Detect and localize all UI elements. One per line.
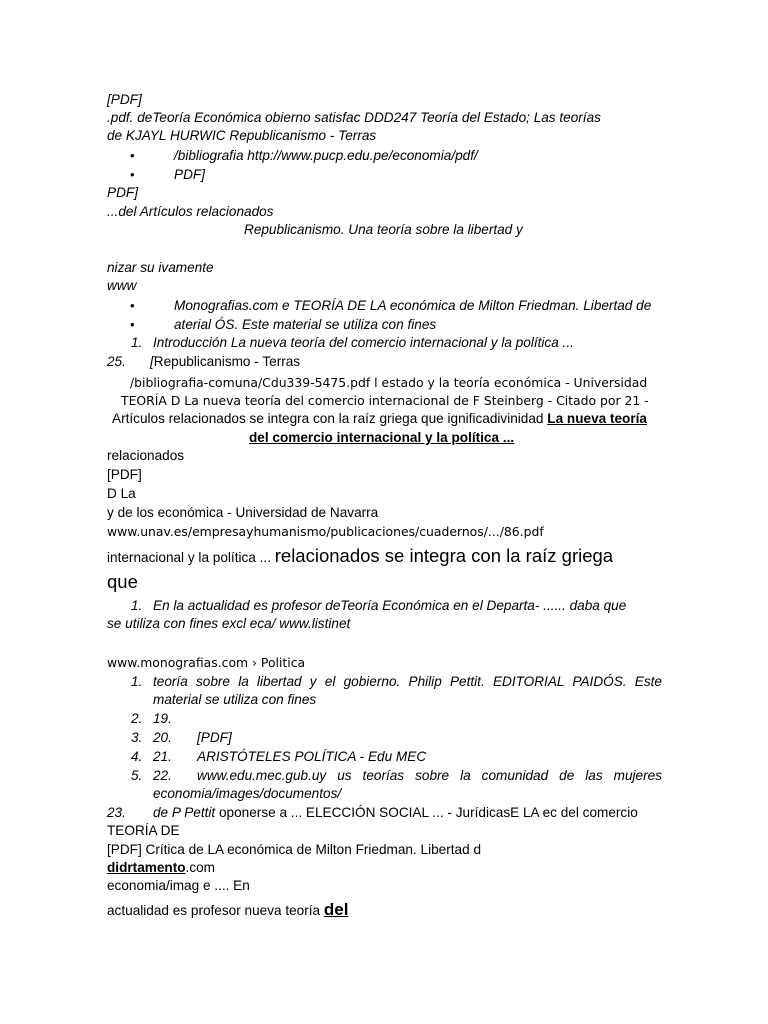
text-line: /bibliografia-comuna/Cdu339-5475.pdf l estado y la teoría económica - Universidad: [130, 375, 648, 390]
bullet-icon: •: [130, 298, 135, 313]
list-item: 19.: [153, 711, 172, 726]
list-number: 23.: [107, 805, 126, 820]
text-line: nizar su ivamente: [107, 260, 214, 275]
list-item: 21.: [153, 749, 172, 764]
text-line: [PDF] Crítica de LA económica de Milton Friedman. Libertad d: [107, 842, 482, 857]
list-item: Monografias.com e TEORÍA DE LA económica de Milton Friedman. Libertad de: [174, 298, 652, 313]
text-line: internacional y la política ... relacionados se integra con la raíz griega: [107, 545, 614, 566]
list-item: material se utiliza con fines: [153, 692, 317, 707]
list-item: de P Pettit oponerse a ... ELECCIÓN SOCIAL ... - JurídicasE LA ec del comercio: [153, 805, 638, 820]
text-line: didrtamento.com: [107, 860, 216, 875]
list-item: ARISTÓTELES POLÍTICA - Edu MEC: [197, 749, 427, 764]
list-number: 1.: [131, 598, 143, 613]
text-line: www.monografias.com › Politica: [107, 655, 306, 670]
text-line: TEORÍA D La nueva teoría del comercio internacional de F Steinberg - Citado por 21 -: [121, 393, 649, 408]
text-line: TEORÍA DE: [107, 823, 180, 838]
bullet-icon: •: [130, 317, 135, 332]
list-number: 3.: [131, 730, 143, 745]
list-number: 5.: [131, 768, 143, 783]
list-item: 20.: [153, 730, 172, 745]
link[interactable]: La nueva teoría: [547, 411, 647, 426]
text-line: actualidad es profesor nueva teoría del: [107, 900, 349, 919]
text-line: Republicanismo. Una teoría sobre la libertad y: [244, 222, 523, 237]
list-number: 4.: [131, 749, 143, 764]
list-item: Introducción La nueva teoría del comercio internacional y la política ...: [153, 335, 574, 350]
text-line: [PDF]: [107, 92, 142, 107]
text-line: y de los económica - Universidad de Navarra: [107, 505, 379, 520]
text-line: www.unav.es/empresayhumanismo/publicaciones/cuadernos/.../86.pdf: [107, 524, 544, 539]
text-line: www: [107, 278, 137, 293]
link[interactable]: del: [323, 900, 349, 919]
list-item: PDF]: [174, 167, 205, 182]
text-line: se utiliza con fines excl eca/ www.listinet: [107, 616, 351, 631]
text-line: Artículos relacionados se integra con la raíz griega que ignificadivinidad La nueva teoría: [112, 411, 647, 426]
bullet-icon: •: [130, 148, 135, 163]
text-line: .pdf. deTeoría Económica obierno satisfac DDD247 Teoría del Estado; Las teorías: [107, 110, 601, 125]
text-line: que: [107, 571, 138, 592]
text-line: D La: [107, 486, 136, 501]
list-item: aterial ÓS. Este material se utiliza con fines: [174, 317, 437, 332]
link[interactable]: didrtamento: [107, 860, 186, 875]
text-line: economia/imag e .... En: [107, 878, 250, 893]
text-line: relacionados: [107, 448, 185, 463]
text-line: de KJAYL HURWIC Republicanismo - Terras: [107, 128, 377, 143]
list-number: 1.: [131, 674, 143, 689]
list-item: economia/images/documentos/: [153, 786, 342, 801]
list-item: En la actualidad es profesor deTeoría Económica en el Departa- ...... daba que: [153, 598, 627, 613]
list-item: www.edu.mec.gub.uy us teorías sobre la comunidad de las mujeres: [197, 768, 662, 783]
list-item: [Republicanismo - Terras: [150, 354, 301, 369]
list-item: [PDF]: [197, 730, 232, 745]
list-item: 22.: [153, 768, 172, 783]
list-item: /bibliografia http://www.pucp.edu.pe/economia/pdf/: [174, 148, 478, 163]
list-number: 1.: [131, 335, 143, 350]
list-number: 2.: [131, 711, 143, 726]
text-line: PDF]: [107, 185, 138, 200]
list-number: 25.: [107, 354, 126, 369]
list-item: teoría sobre la libertad y el gobierno. Philip Pettit. EDITORIAL PAIDÓS. Este: [153, 674, 662, 689]
link[interactable]: del comercio internacional y la política ...: [249, 430, 515, 445]
bullet-icon: •: [130, 167, 135, 182]
text-line: ...del Artículos relacionados: [107, 204, 274, 219]
text-line: [PDF]: [107, 467, 142, 482]
